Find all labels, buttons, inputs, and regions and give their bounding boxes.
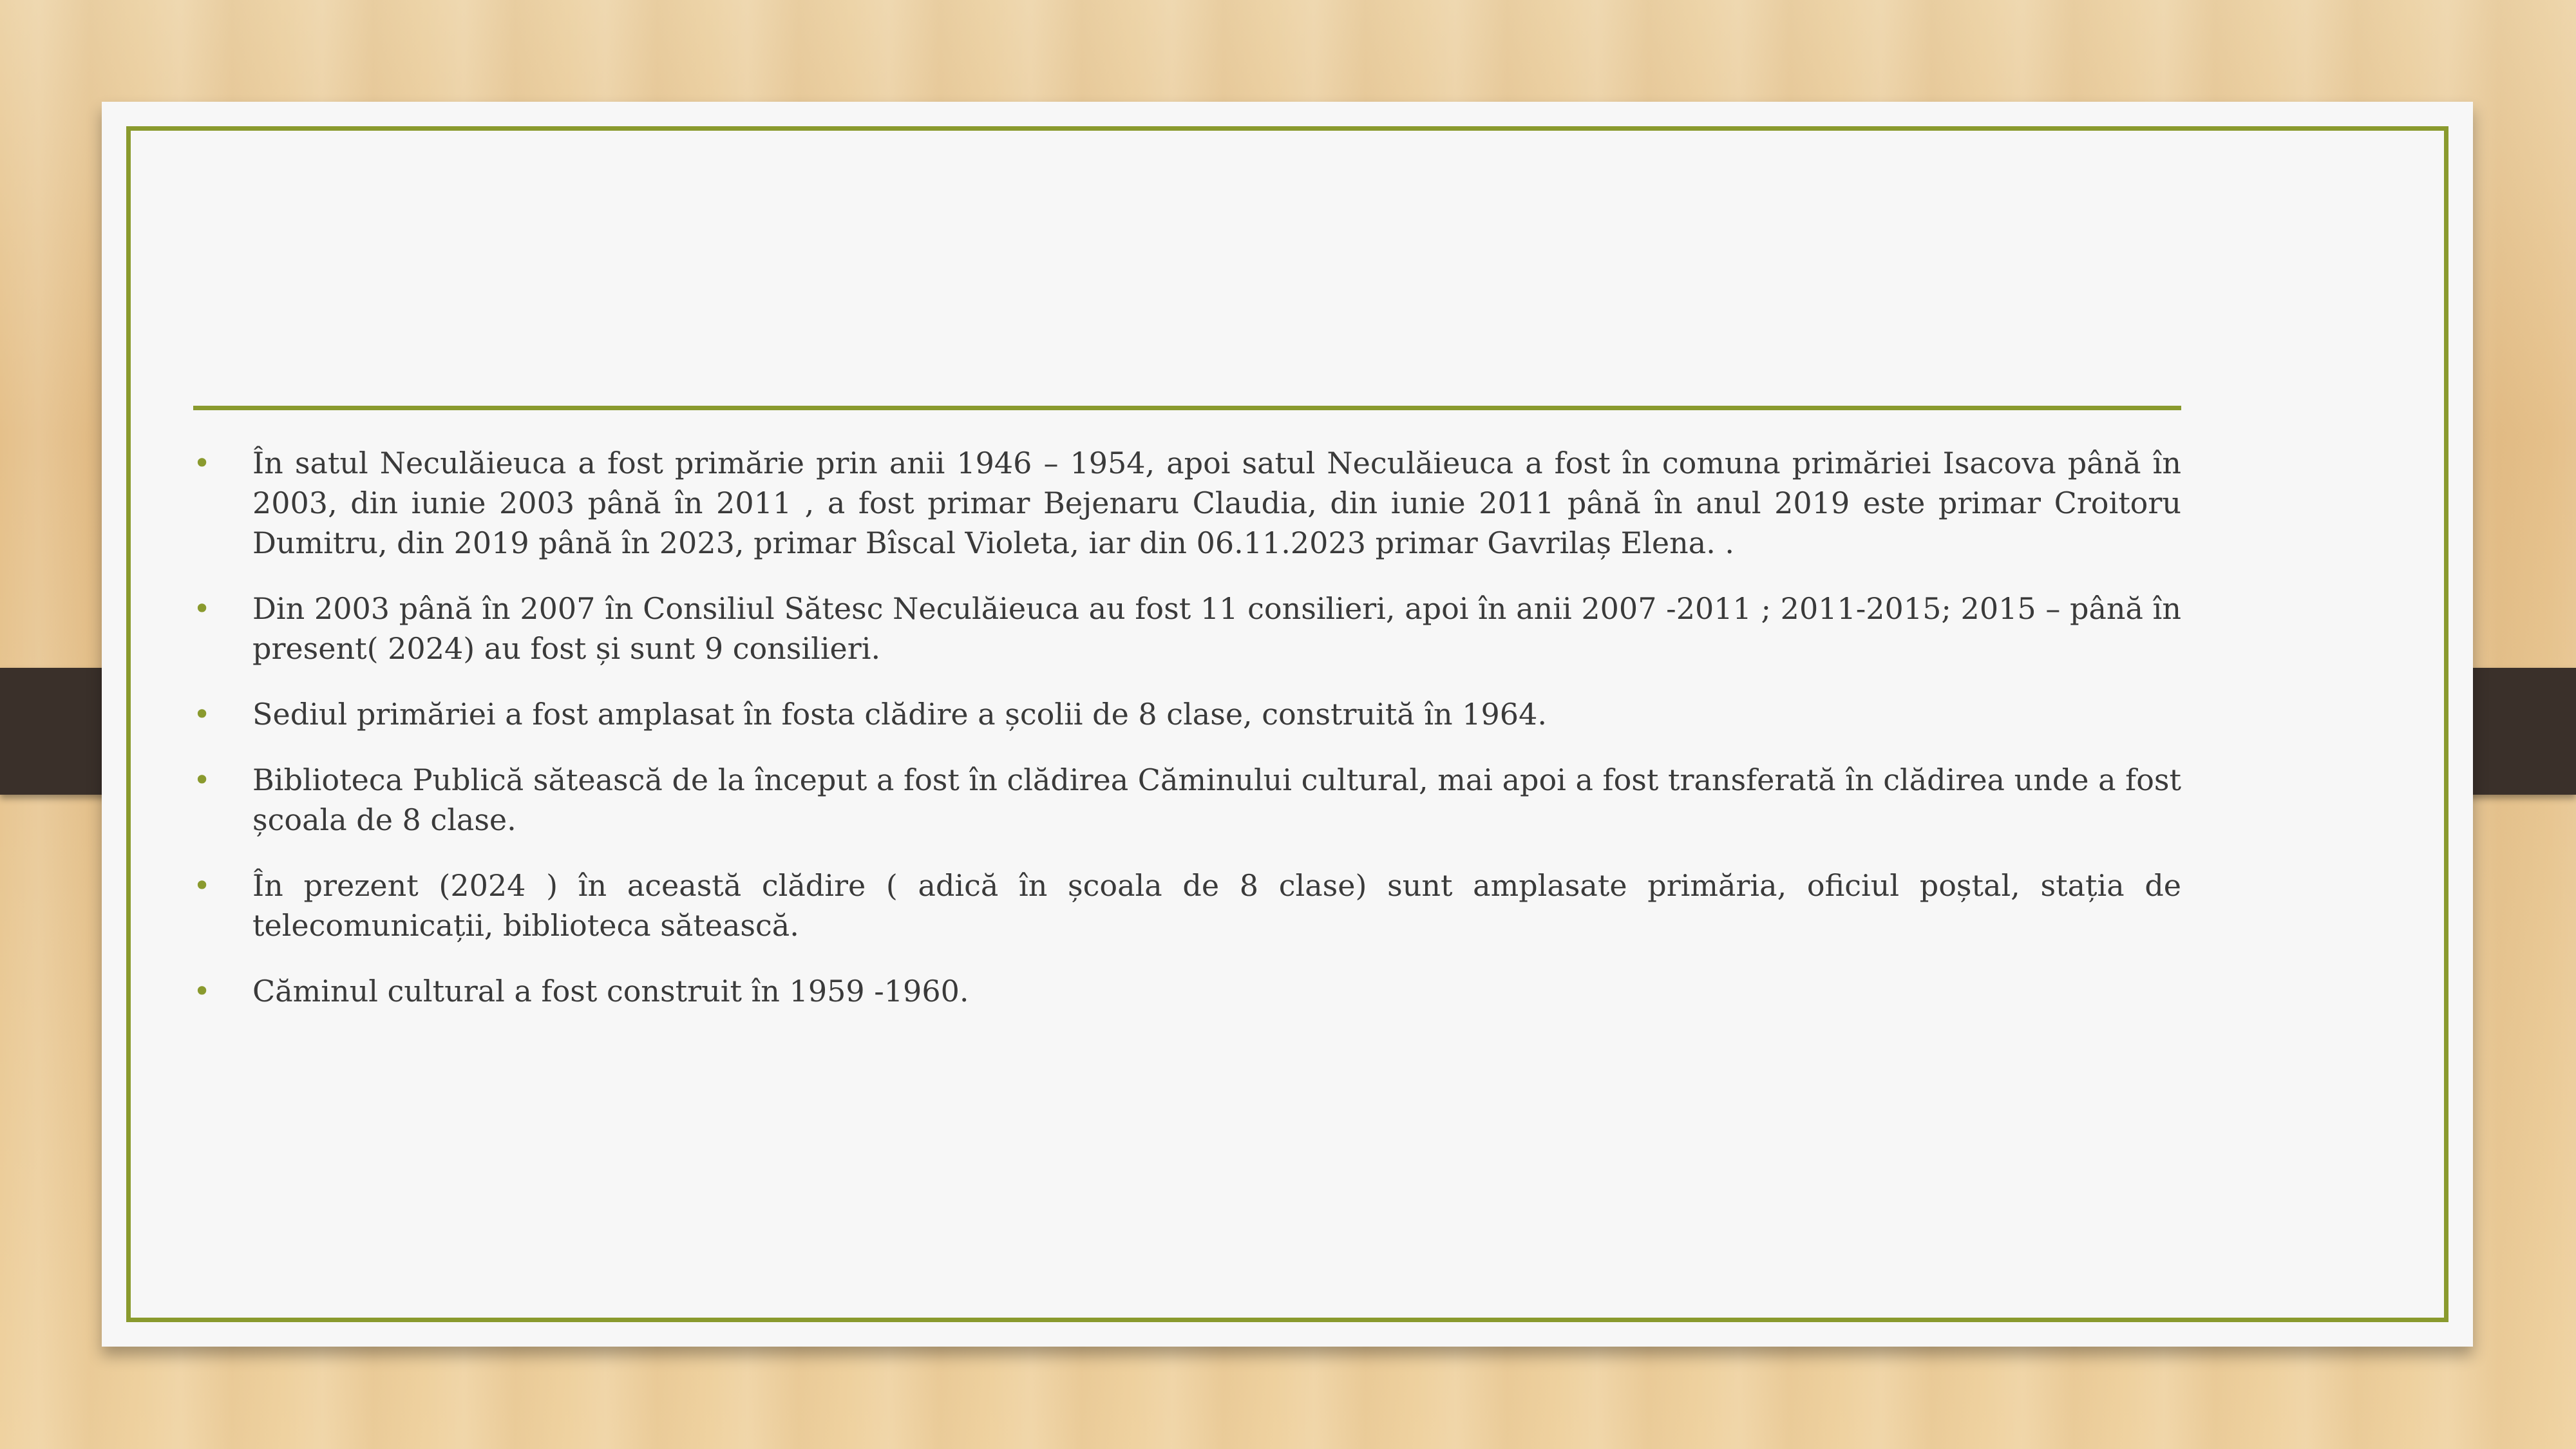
bullet-text: Din 2003 până în 2007 în Consiliul Sătesc Neculăieuca au fost 11 consilieri, apoi în anii 2007 -2011 ; 2011-2015; 2015 – până în present( 2024) au fost și sunt 9 consilieri. <box>252 591 2181 666</box>
bullet-icon: • <box>193 446 211 480</box>
bullet-text: Sediul primăriei a fost amplasat în fosta clădire a școlii de 8 clase, construită în 1964. <box>252 697 1547 732</box>
bullet-text: Căminul cultural a fost construit în 1959 -1960. <box>252 974 969 1009</box>
list-item <box>193 971 2181 1011</box>
list-item <box>193 589 2181 668</box>
bullet-text: Biblioteca Publică sătească de la început a fost în clădirea Căminului cultural, mai apoi a fost transferată în clădirea unde a fost școala de 8 clase. <box>252 762 2181 837</box>
list-item <box>193 694 2181 734</box>
bullet-icon: • <box>193 697 211 732</box>
list-item <box>193 760 2181 840</box>
bullet-icon: • <box>193 591 211 626</box>
list-item <box>193 443 2181 563</box>
bullet-icon: • <box>193 762 211 797</box>
bullet-icon: • <box>193 868 211 903</box>
bullet-text: În satul Neculăieuca a fost primărie prin anii 1946 – 1954, apoi satul Neculăieuca a fost în comuna primăriei Isacova până în 2003, din iunie 2003 până în 2011 , a fost primar Bejenaru Claudia, din iunie 2011 până în anul 2019 este primar Croitoru Dumitru, din 2019 până în 2023, primar Bîscal Violeta, iar din 06.11.2023 primar Gavrilaș Elena. . <box>252 446 2181 560</box>
bullet-icon: • <box>193 974 211 1009</box>
bullet-text: În prezent (2024 ) în această clădire ( adică în școala de 8 clase) sunt amplasate primăria, oficiul poștal, stația de telecomunicații, biblioteca sătească. <box>252 868 2181 943</box>
title-divider-rule <box>193 406 2181 410</box>
slide-body <box>193 443 2181 1037</box>
list-item <box>193 866 2181 945</box>
bullet-list <box>193 443 2181 1011</box>
